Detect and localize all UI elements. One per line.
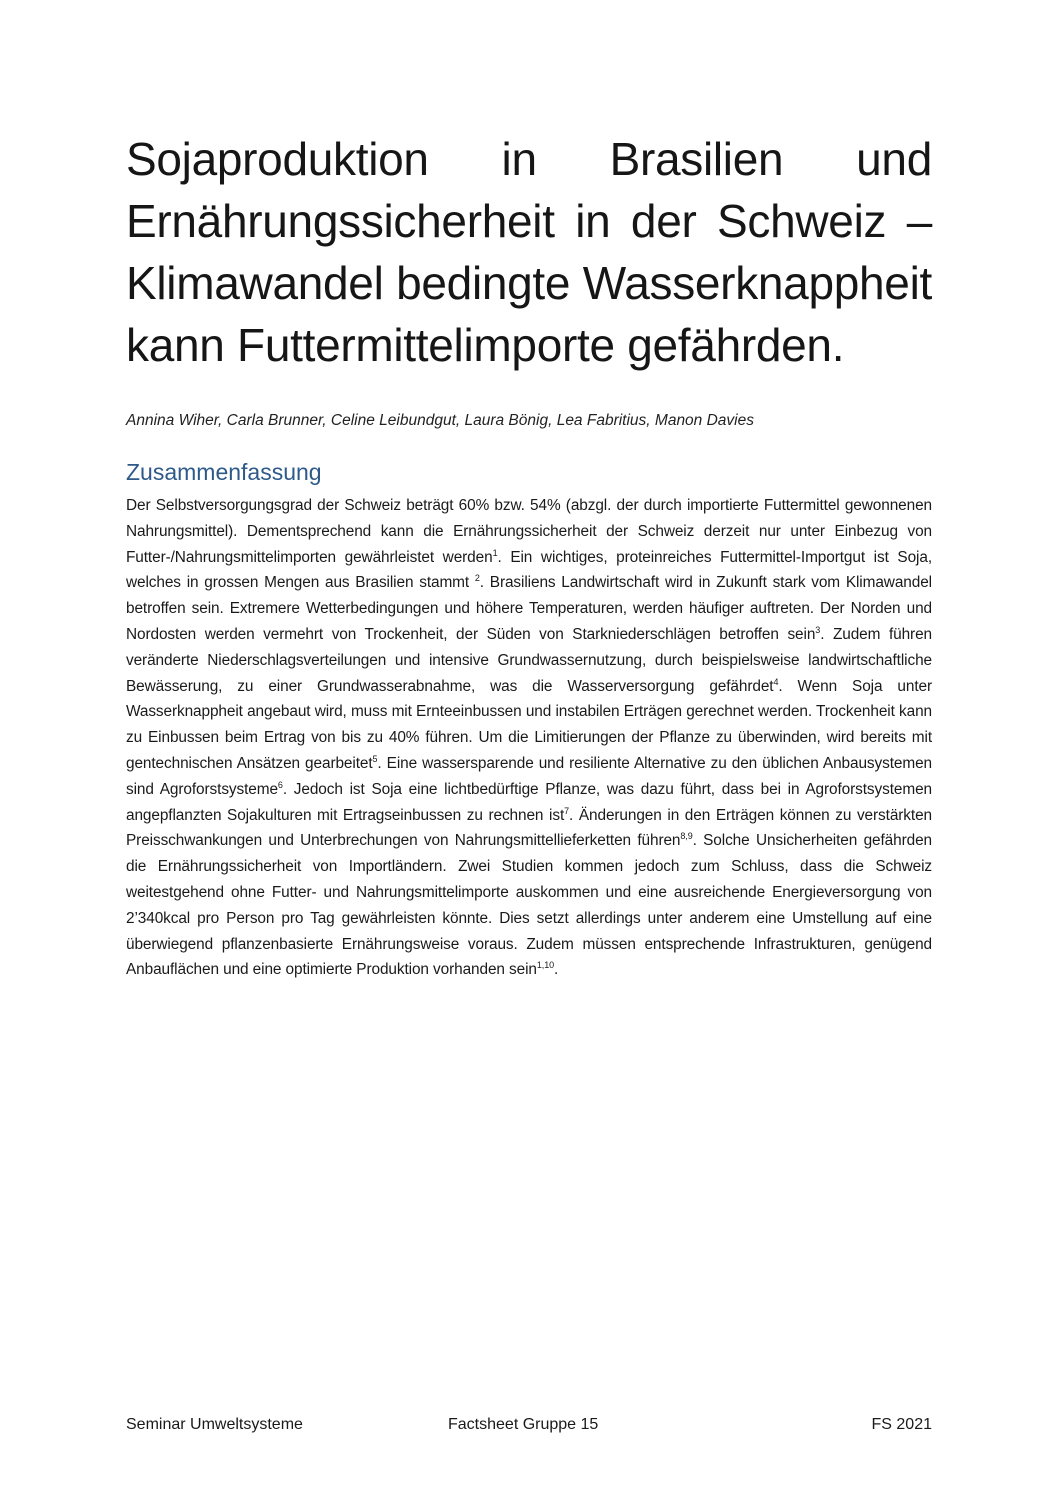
summary-text-segment: . Ein wichtiges, proteinreiches Futtermittel-Importgut ist Soja, welches in grossen Mengen aus Brasilien stammt (126, 548, 932, 592)
author-list: Annina Wiher, Carla Brunner, Celine Leibundgut, Laura Bönig, Lea Fabritius, Manon Davies (126, 412, 754, 429)
title-line-2: Ernährungssicherheit in der Schweiz – (126, 195, 932, 247)
summary-text-segment: . Solche Unsicherheiten gefährden die Ernährungssicherheit von Importländern. Zwei Studien kommen jedoch zum Schluss, dass die Schweiz weitestgehend ohne Futter- und Nahrungsmittelimporte auskommen und eine ausreichende Energieversorgung von 2’340kcal pro Person pro Tag gewährleisten könnte. Dies setzt allerdings unter anderem eine Umstellung auf eine überwiegend pflanzenbasierte Ernährungsweise voraus. Zudem müssen entsprechende Infrastrukturen, genügend Anbauflächen und eine optimierte Produktion vorhanden sein (126, 832, 932, 979)
footer-semester: FS 2021 (871, 1416, 932, 1433)
footnote-reference: 4 (773, 676, 779, 687)
footnote-reference: 3 (815, 624, 821, 635)
summary-text-segment: . (554, 961, 559, 979)
summary-text-segment: . Jedoch ist Soja eine lichtbedürftige Pflanze, was dazu führt, dass bei in Agroforstsystemen angepflanzten Sojakulturen mit Ertragseinbussen zu rechnen ist (126, 780, 932, 824)
title-line-1: Sojaproduktion in Brasilien und (126, 133, 932, 185)
summary-paragraph (126, 493, 932, 983)
footnote-reference: 2 (474, 573, 480, 584)
section-heading-summary: Zusammenfassung (126, 459, 322, 485)
footnote-reference: 7 (564, 805, 570, 816)
summary-text-segment: . Wenn Soja unter Wasserknappheit angebaut wird, muss mit Ernteeinbussen und instabilen Erträgen gerechnet werden. Trockenheit kann zu Einbussen beim Ertrag von bis zu 40% führen. Um die Limitierungen der Pflanze zu überwinden, wird bereits mit gentechnischen Ansätzen gearbeitet (126, 677, 932, 772)
title-line-3: Klimawandel bedingte Wasserknappheit (126, 257, 932, 309)
summary-text-segment: . Eine wassersparende und resiliente Alternative zu den üblichen Anbausystemen sind Agroforstsysteme (126, 754, 932, 798)
page-footer (126, 1412, 932, 1438)
footnote-reference: 1 (492, 547, 498, 558)
title-line-4: kann Futtermittelimporte gefährden. (126, 319, 845, 371)
document-title (126, 128, 932, 376)
footer-course-name: Seminar Umweltsysteme (126, 1416, 303, 1433)
footnote-reference: 6 (277, 779, 283, 790)
footnote-reference: 1,10 (536, 960, 555, 971)
footnote-reference: 8,9 (680, 831, 693, 842)
footer-document-label: Factsheet Gruppe 15 (448, 1416, 599, 1433)
summary-text-segment: . Zudem führen veränderte Niederschlagsverteilungen und intensive Grundwassernutzung, durch beispielsweise landwirtschaftliche Bewässerung, zu einer Grundwasserabnahme, was die Wasserversorgung gefährdet (126, 625, 932, 695)
footnote-reference: 5 (372, 753, 378, 764)
summary-text-segment: . Änderungen in den Erträgen können zu verstärkten Preisschwankungen und Unterbrechungen von Nahrungsmittellieferketten führen (126, 806, 932, 850)
summary-text-segment: Der Selbstversorgungsgrad der Schweiz beträgt 60% bzw. 54% (abzgl. der durch importierte Futtermittel gewonnenen Nahrungsmittel). Dementsprechend kann die Ernährungssicherheit der Schweiz derzeit nur unter Einbezug von Futter-/Nahrungsmittelimporten gewährleistet werden (126, 497, 932, 566)
summary-text-segment: . Brasiliens Landwirtschaft wird in Zukunft stark vom Klimawandel betroffen sein. Extremere Wetterbedingungen und höhere Temperaturen, werden häufiger auftreten. Der Norden und Nordosten werden vermehrt von Trockenheit, der Süden von Starkniederschlägen betroffen sein (126, 574, 932, 643)
